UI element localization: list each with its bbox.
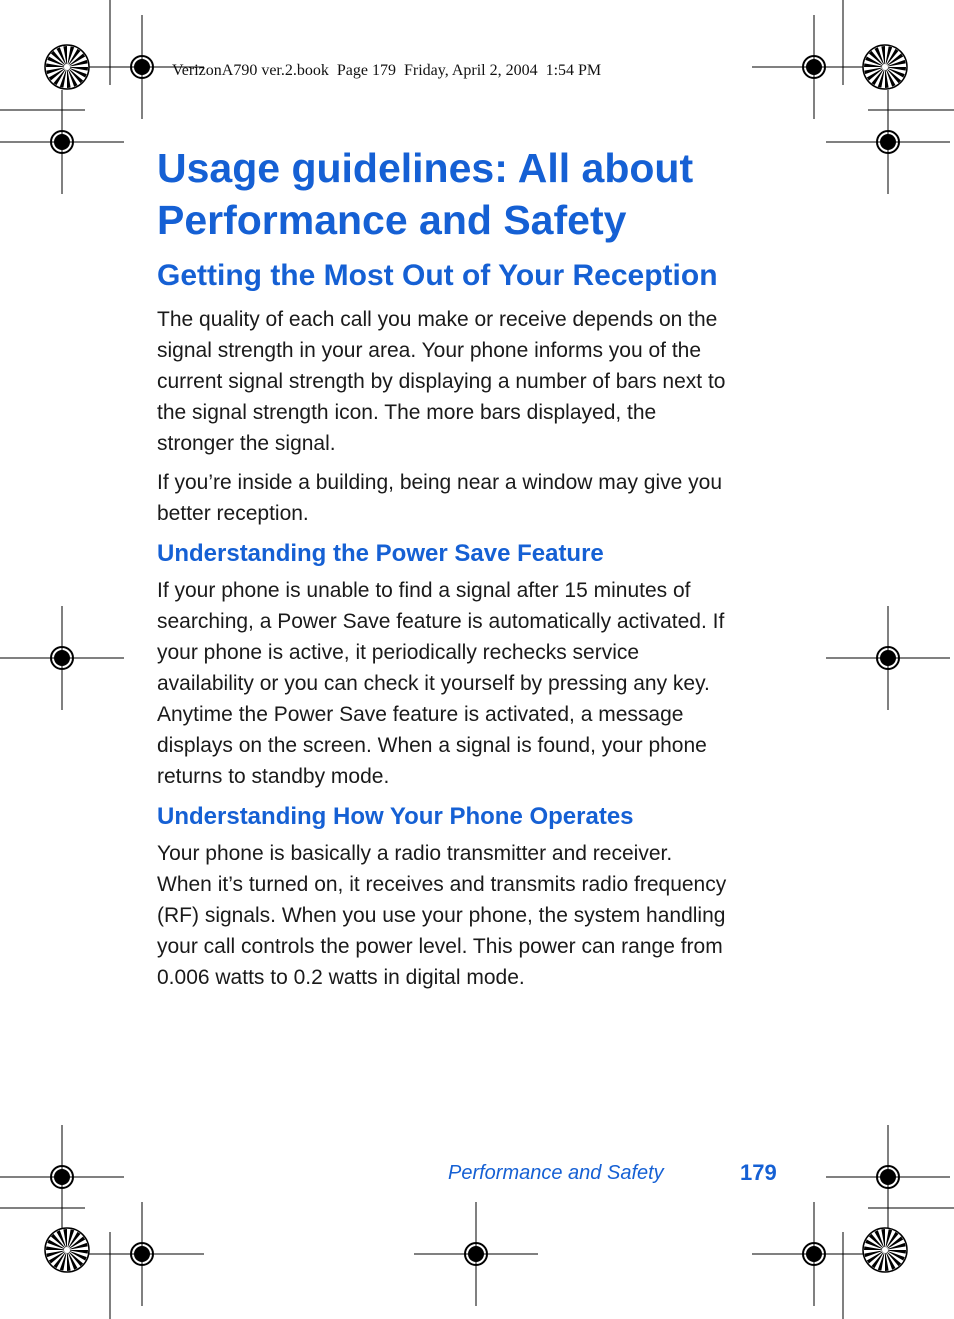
registration-mark-icon (0, 1125, 124, 1229)
registration-mark-icon (826, 606, 950, 710)
page-title-line-1: Usage guidelines: All about (157, 145, 694, 191)
section-heading-reception: Getting the Most Out of Your Reception (157, 259, 718, 292)
registration-mark-icon (752, 1202, 876, 1306)
page-content (157, 142, 797, 1001)
reception-paragraph-1: The quality of each call you make or receive depends on the signal strength in your area. Your phone informs you of the current signal strength by displaying a number of bars next to the signal strength icon. The more bars displayed, the stronger the signal. (157, 308, 726, 455)
phone-operates-paragraph: Your phone is basically a radio transmitter and receiver. When it’s turned on, it receives and transmits radio frequency (RF) signals. When you use your phone, the system handling your call controls the power level. This power can range from 0.006 watts to 0.2 watts in digital mode. (157, 842, 727, 989)
registration-mark-icon (826, 90, 950, 194)
color-bar-icon (863, 45, 907, 89)
page-title (157, 142, 797, 246)
registration-mark-icon (752, 15, 876, 119)
registration-mark-icon (826, 1125, 950, 1229)
footer-section-name: Performance and Safety (448, 1162, 664, 1184)
registration-mark-icon (414, 1202, 538, 1306)
footer-page-number: 179 (740, 1160, 777, 1185)
registration-mark-icon (80, 1202, 204, 1306)
section-heading-power-save: Understanding the Power Save Feature (157, 540, 604, 567)
color-bar-icon (863, 1228, 907, 1272)
power-save-paragraph: If your phone is unable to find a signal after 15 minutes of searching, a Power Save feature is automatically activated. If your phone is active, it periodically rechecks service availability or you can check it yourself by pressing any key. Anytime the Power Save feature is activated, a message displays on the screen. When a signal is found, your phone returns to standby mode. (157, 579, 725, 788)
registration-mark-icon (0, 606, 124, 710)
registration-mark-icon (0, 90, 124, 194)
reception-paragraph-2: If you’re inside a building, being near a window may give you better reception. (157, 471, 723, 525)
color-bar-icon (45, 1228, 89, 1272)
color-bar-icon (45, 45, 89, 89)
section-heading-phone-operates: Understanding How Your Phone Operates (157, 803, 634, 830)
print-header-line: VerizonA790 ver.2.book Page 179 Friday, April 2, 2004 1:54 PM (172, 62, 602, 79)
page-title-line-2: Performance and Safety (157, 197, 627, 243)
